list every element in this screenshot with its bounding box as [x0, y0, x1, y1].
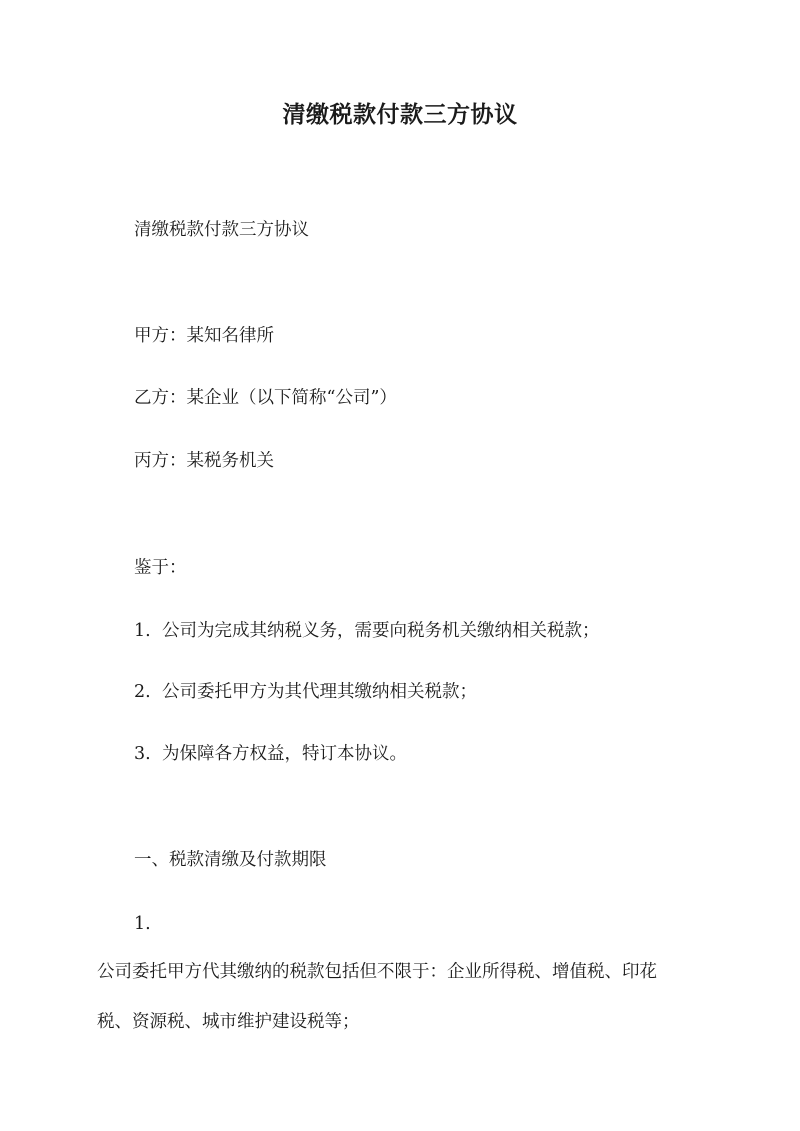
whereas-item	[134, 680, 477, 704]
section-heading: 一、税款清缴及付款期限	[134, 850, 327, 870]
clause-line: 公司委托甲方代其缴纳的税款包括但不限于：企业所得税、增值税、印花	[97, 962, 657, 982]
whereas-item-number: 1.	[134, 621, 151, 641]
party-b: 乙方：某企业（以下简称“公司”）	[134, 388, 397, 408]
whereas-label: 鉴于：	[134, 558, 187, 578]
clause-paragraph	[97, 960, 707, 1060]
whereas-item-text: 公司委托甲方为其代理其缴纳相关税款；	[162, 682, 477, 702]
document-subtitle: 清缴税款付款三方协议	[134, 220, 309, 240]
clause-number: 1.	[134, 914, 151, 934]
clause-line: 税、资源税、城市维护建设税等；	[97, 1012, 360, 1032]
document-title: 清缴税款付款三方协议	[282, 101, 518, 128]
whereas-item-text: 为保障各方权益，特订本协议。	[162, 744, 407, 764]
party-c: 丙方：某税务机关	[134, 451, 274, 471]
whereas-item	[134, 619, 600, 643]
whereas-item-number: 2.	[134, 682, 151, 702]
party-a: 甲方：某知名律所	[134, 326, 274, 346]
whereas-item-text: 公司为完成其纳税义务，需要向税务机关缴纳相关税款；	[162, 621, 600, 641]
whereas-item	[134, 742, 407, 766]
whereas-item-number: 3.	[134, 744, 151, 764]
